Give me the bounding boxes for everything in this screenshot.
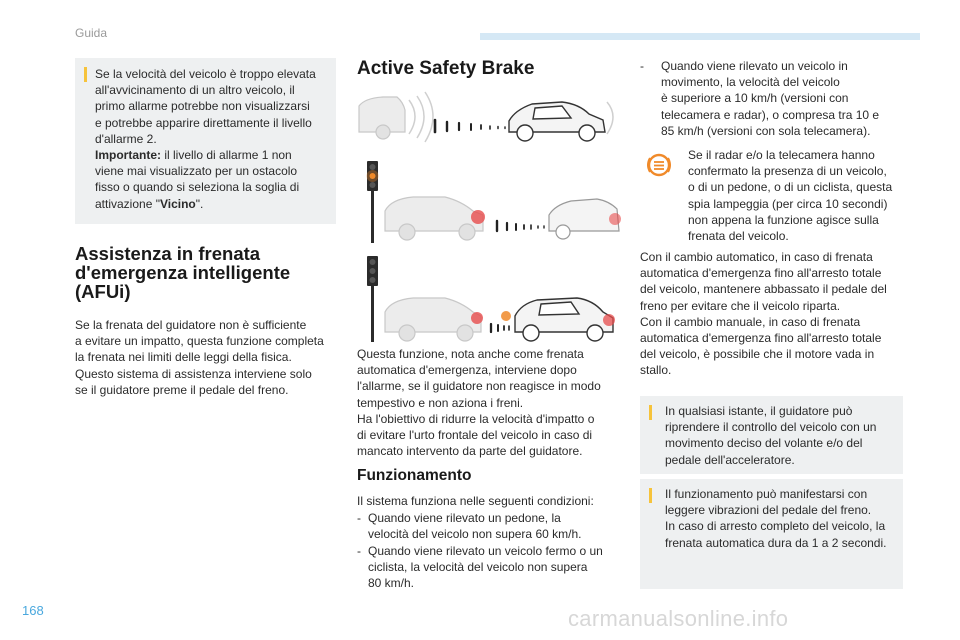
brake-light-glow-front bbox=[609, 213, 621, 225]
vicino-label: Vicino bbox=[159, 196, 196, 211]
brake-warning-icon bbox=[646, 152, 672, 178]
page-number: 168 bbox=[22, 603, 44, 618]
front-car-3 bbox=[515, 298, 613, 341]
illustration-emergency-brake bbox=[357, 250, 622, 342]
asb-heading: Active Safety Brake bbox=[357, 58, 535, 79]
info-note-speed bbox=[75, 58, 336, 224]
important-label: Importante: bbox=[95, 148, 161, 163]
brake-light-glow bbox=[471, 210, 485, 224]
distance-marks-3 bbox=[491, 324, 509, 332]
traffic-light-2 bbox=[367, 256, 378, 342]
brake-light-glow-3 bbox=[603, 314, 615, 326]
afui-body: Se la frenata del guidatore non è sufficiente a evitare un impatto, questa funzione completa la frenata nei limiti delle leggi della fisica. Questo sistema di assistenza interviene solo se il guidatore preme il pedale del freno. bbox=[75, 318, 324, 397]
traffic-light-1 bbox=[367, 161, 379, 243]
funzionamento-heading: Funzionamento bbox=[357, 467, 472, 484]
funzionamento-intro: Il sistema funziona nelle seguenti condizioni: bbox=[357, 494, 594, 508]
distance-marks bbox=[435, 120, 505, 132]
header-accent-bar bbox=[480, 33, 920, 40]
note-marker bbox=[649, 405, 652, 420]
note-marker bbox=[84, 67, 87, 82]
radar-waves bbox=[409, 92, 433, 142]
afui-heading: Assistenza in frenata d'emergenza intelligente (AFUi) bbox=[75, 243, 291, 302]
asb-body: Questa funzione, nota anche come frenata automatica d'emergenza, interviene dopo l'allarme, se il guidatore non reagisce in modo tempestivo e non aziona i freni. Ha l'obiettivo di ridurre la velocità d'impatto o di evitare l'urto frontale del veicolo in caso di mancato intervento da parte del guidatore. bbox=[357, 347, 601, 459]
distance-marks-2 bbox=[497, 221, 544, 231]
rear-car bbox=[359, 97, 405, 139]
note-speed-text: Se la velocità del veicolo è troppo elevata all'avvicinamento di un altro veicolo, il primo allarme potrebbe non visualizzarsi e potrebbe apparire direttamente il livello d'allarme 2. Importante: il livello di allarme 1 non viene mai visualizzato per un ostacolo fisso o quando si seleziona la soglia di attivazione "Vicino". bbox=[95, 67, 316, 211]
note-vibration-text: Il funzionamento può manifestarsi con leggere vibrazioni del pedale del freno. In caso di arresto completo del veicolo, la frenata automatica dura da 1 a 2 secondi. bbox=[665, 487, 887, 550]
car-pair-1 bbox=[385, 197, 483, 240]
radar-note: Se il radar e/o la telecamera hanno confermato la presenza di un veicolo, o di un pedone, o di un ciclista, questa spia lampeggia (per circa 10 secondi) non appena la funzione agisce sulla frenata del veicolo. bbox=[688, 148, 893, 244]
info-note-control bbox=[640, 396, 903, 474]
watermark: carmanualsonline.info bbox=[568, 606, 789, 631]
illustration-car-approaching bbox=[357, 88, 622, 150]
section-title: Guida bbox=[75, 26, 108, 40]
note-control-text: In qualsiasi istante, il guidatore può riprendere il controllo del veicolo con un movimento deciso del volante e/o del pedale dell'acceleratore. bbox=[665, 404, 877, 467]
note-marker bbox=[649, 488, 652, 503]
illustration-warning-level-1 bbox=[357, 153, 622, 243]
front-car bbox=[509, 102, 605, 141]
car-pair-2 bbox=[385, 298, 481, 341]
front-car-2 bbox=[549, 199, 619, 239]
warning-flash-1 bbox=[501, 311, 511, 321]
cambio-text: Con il cambio automatico, in caso di frenata automatica d'emergenza fino all'arresto totale del veicolo, mantenere abbassato il pedale del freno per evitare che il veicolo riparta. Con il cambio manuale, in caso di frenata automatica d'emergenza fino all'arresto totale del veicolo, è possibile che il motore vada in stallo. bbox=[640, 250, 887, 378]
front-waves bbox=[607, 102, 613, 134]
info-note-vibration bbox=[640, 479, 903, 589]
brake-light-glow-2 bbox=[471, 312, 483, 324]
